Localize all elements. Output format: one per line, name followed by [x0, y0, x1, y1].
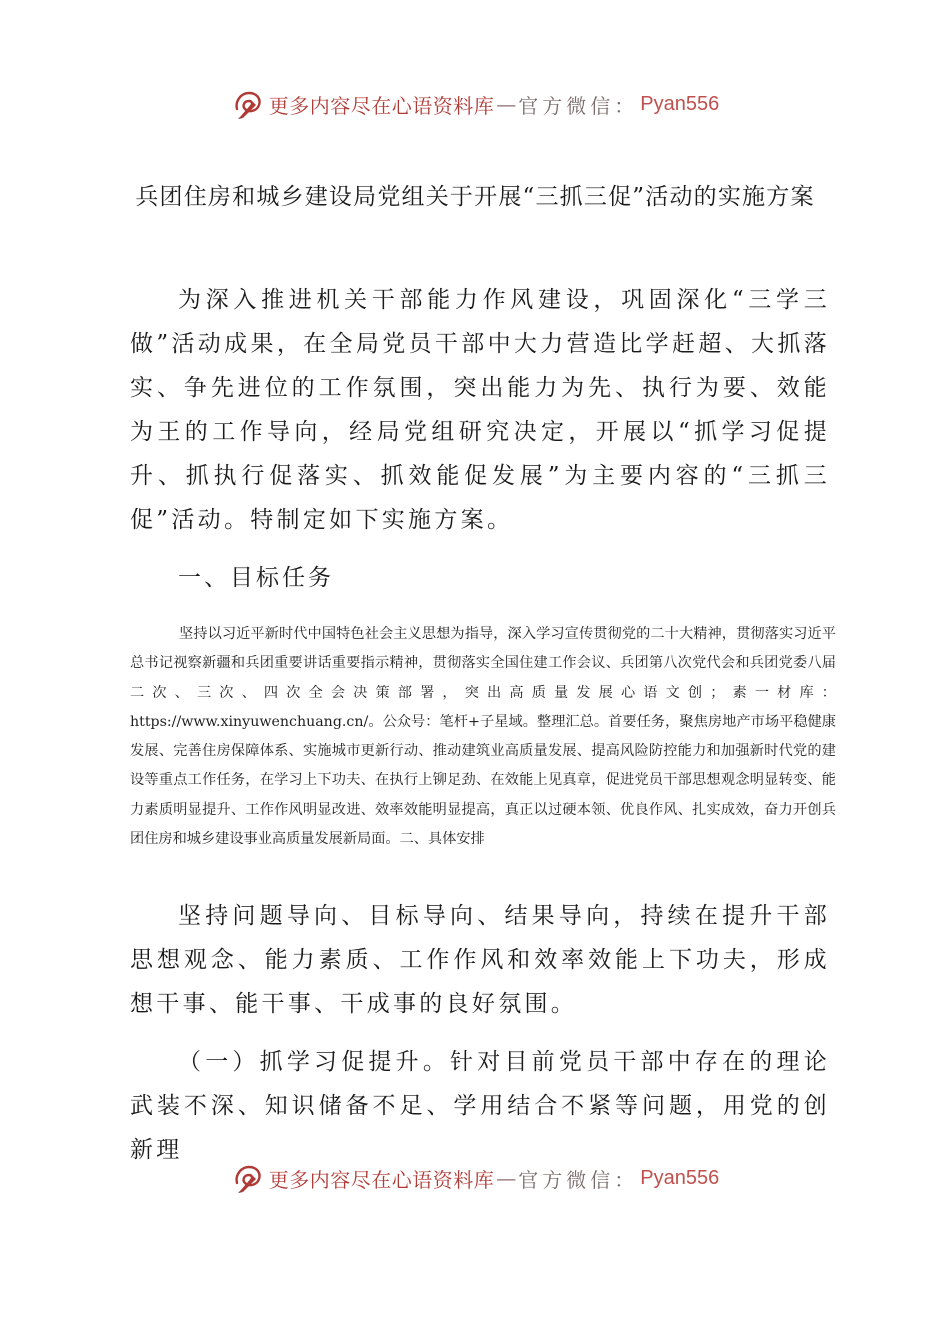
- banner-separator: —: [496, 92, 517, 116]
- header-banner: [0, 82, 950, 126]
- intro-paragraph: 为深入推进机关干部能力作风建设，巩固深化“三学三做”活动成果，在全局党员干部中大力营造比学赶超、大抓落实、争先进位的工作氛围，突出能力为先、执行为要、效能为王的工作导向，经局党组研究决定，开展以“抓学习促提升、抓执行促落实、抓效能促发展”为主要内容的“三抓三促”活动。特制定如下实施方案。: [130, 287, 830, 533]
- footer-banner: [0, 1156, 950, 1200]
- banner-wechat-label: 官方微信：: [518, 1167, 639, 1192]
- orientation-paragraph: 坚持问题导向、目标导向、结果导向，持续在提升干部思想观念、能力素质、工作作风和效率效能上下功夫，形成想干事、能干事、干成事的良好氛围。: [130, 903, 830, 1017]
- pen-swirl-logo-icon: [231, 1161, 265, 1195]
- section-heading-goals: 一、目标任务: [178, 565, 334, 591]
- banner-wechat-id: Pyan556: [640, 1166, 720, 1189]
- document-title: 兵团住房和城乡建设局党组关于开展“三抓三促”活动的实施方案: [135, 184, 815, 210]
- banner-wechat-id: Pyan556: [640, 92, 720, 115]
- goals-paragraph: 坚持以习近平新时代中国特色社会主义思想为指导，深入学习宣传贯彻党的二十大精神，贯彻落实习近平总书记视察新疆和兵团重要讲话重要指示精神，贯彻落实全国住建工作会议、兵团第八次党代会和兵团党委八届二次、三次、四次全会决策部署，突出高质量发展心语文创；素一材库：https://www.xinyuwenchuang.cn/。公众号：笔杆+子星域。整理汇总。首要任务，聚焦房地产市场平稳健康发展、完善住房保障体系、实施城市更新行动、推动建筑业高质量发展、提高风险防控能力和加强新时代党的建设等重点工作任务，在学习上下功夫、在执行上铆足劲、在效能上见真章，促进党员干部思想观念明显转变、能力素质明显提升、工作作风明显改进、效率效能明显提高，真正以过硬本领、优良作风、扎实成效，奋力开创兵团住房和城乡建设事业高质量发展新局面。二、具体安排: [130, 626, 836, 848]
- item-one-paragraph: （一）抓学习促提升。针对目前党员干部中存在的理论武装不深、知识储备不足、学用结合不紧等问题，用党的创新理: [130, 1049, 830, 1163]
- banner-separator: —: [496, 1166, 517, 1190]
- banner-wechat-label: 官方微信：: [518, 93, 639, 118]
- banner-site-name: 更多内容尽在心语资料库: [268, 93, 495, 118]
- banner-site-name: 更多内容尽在心语资料库: [268, 1167, 495, 1192]
- pen-swirl-logo-icon: [231, 87, 265, 121]
